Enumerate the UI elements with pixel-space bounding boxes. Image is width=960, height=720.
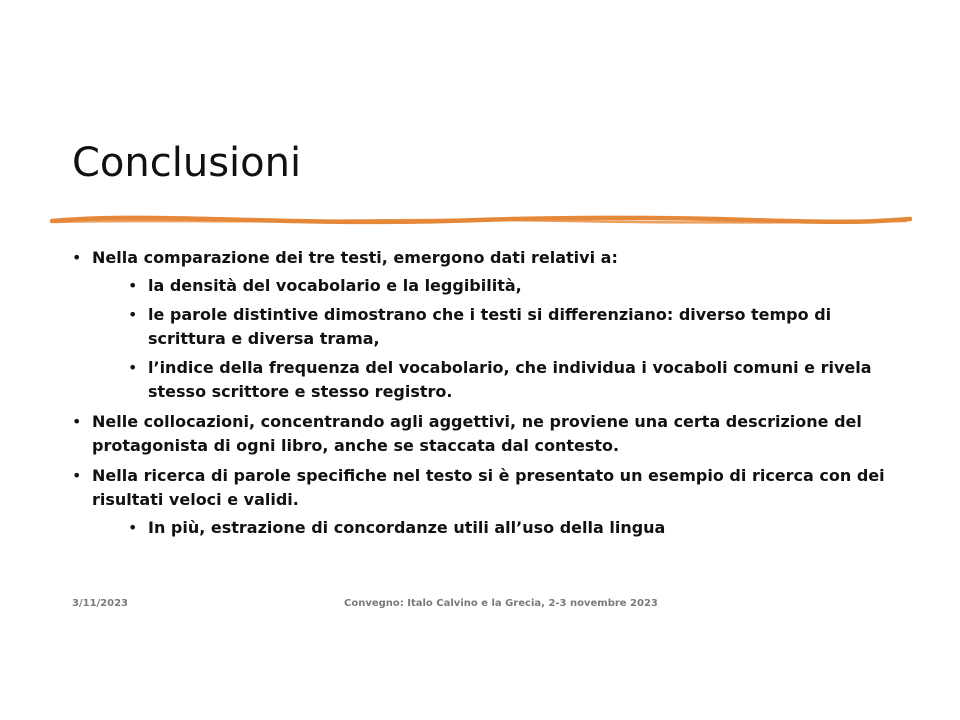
- footer-event: Convegno: Italo Calvino e la Grecia, 2-3 novembre 2023: [344, 598, 658, 609]
- sub-bullet-item: [92, 356, 902, 404]
- slide-content: [72, 246, 902, 546]
- bullet-dot-icon: •: [128, 518, 138, 537]
- sub-bullet-text: l’indice della frequenza del vocabolario, che individua i vocaboli comuni e rivela stesso scrittore e stesso registro.: [148, 358, 872, 401]
- bullet-text: Nella ricerca di parole specifiche nel testo si è presentato un esempio di ricerca con dei risultati veloci e validi.: [92, 466, 885, 509]
- bullet-dot-icon: •: [128, 358, 138, 377]
- bullet-dot-icon: •: [72, 466, 82, 485]
- footer-date: 3/11/2023: [72, 598, 129, 609]
- bullet-dot-icon: •: [72, 412, 82, 431]
- sub-bullet-text: In più, estrazione di concordanze utili all’uso della lingua: [148, 518, 666, 537]
- sub-bullet-item: [92, 303, 902, 351]
- bullet-text: Nelle collocazioni, concentrando agli aggettivi, ne proviene una certa descrizione del protagonista di ogni libro, anche se staccata dal contesto.: [92, 412, 862, 455]
- bullet-item: [72, 410, 902, 458]
- sub-bullet-text: le parole distintive dimostrano che i testi si differenziano: diverso tempo di scrittura e diversa trama,: [148, 305, 832, 348]
- slide-title: Conclusioni: [72, 140, 302, 186]
- title-underline-stroke: [50, 210, 912, 232]
- bullet-dot-icon: •: [128, 305, 138, 324]
- bullet-text: Nella comparazione dei tre testi, emergono dati relativi a:: [92, 248, 618, 267]
- sub-bullet-item: [92, 516, 902, 540]
- bullet-item: [72, 464, 902, 540]
- sub-bullet-list: [92, 274, 902, 404]
- bullet-dot-icon: •: [72, 248, 82, 267]
- bullet-dot-icon: •: [128, 276, 138, 295]
- bullet-item: [72, 246, 902, 404]
- sub-bullet-item: [92, 274, 902, 298]
- bullet-list: [72, 246, 902, 540]
- sub-bullet-list: [92, 516, 902, 540]
- sub-bullet-text: la densità del vocabolario e la leggibilità,: [148, 276, 522, 295]
